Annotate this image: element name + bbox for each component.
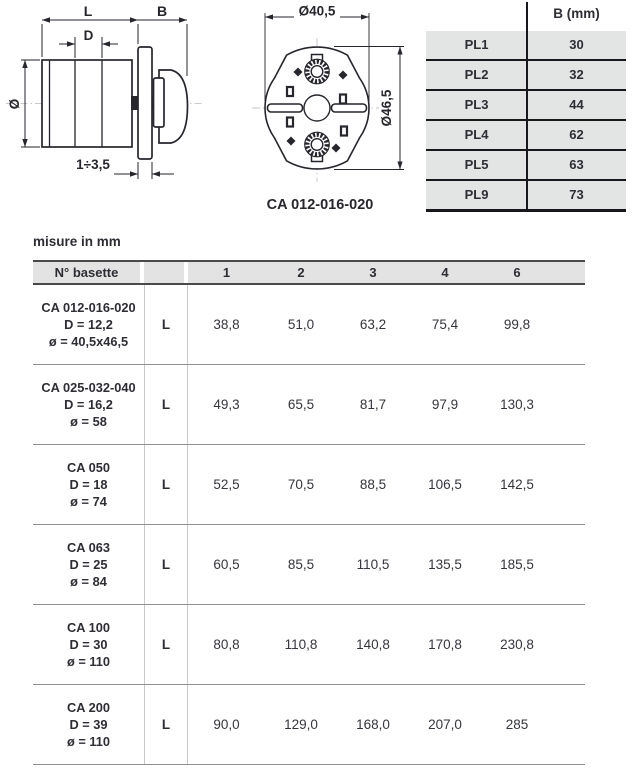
sizes-table-column-header: 6: [481, 262, 553, 283]
length-value-cell: 129,0: [284, 717, 318, 732]
row-filler: [553, 445, 585, 524]
sizes-table-column-header: 4: [409, 262, 481, 283]
row-filler: [553, 285, 585, 364]
pl-row-label: PL2: [464, 67, 489, 82]
dim-label-diameter: Ø: [7, 98, 22, 110]
dim-label-top-diameter: Ø40,5: [298, 3, 336, 19]
length-value-cell: 90,0: [213, 717, 240, 732]
front-view-drawing: [230, 0, 430, 215]
pl-row-label: PL1: [464, 37, 489, 52]
sizes-table-column-header: 1: [188, 262, 265, 283]
pl-row-label: PL4: [464, 127, 489, 142]
length-value-cell: 230,8: [500, 637, 534, 652]
model-cell-line: D = 39: [69, 717, 108, 732]
units-note: misure in mm: [33, 234, 121, 249]
model-cell-line: ø = 58: [70, 414, 107, 429]
dimension-letter-cell: L: [144, 525, 188, 604]
model-cell: [33, 285, 144, 364]
pl-table-value-header: B (mm): [553, 6, 600, 21]
front-view-caption: CA 012-016-020: [266, 197, 374, 213]
length-value-cell: 38,8: [213, 317, 240, 332]
pl-row-label: PL9: [464, 187, 489, 202]
length-value-cell: 60,5: [213, 557, 240, 572]
dimension-letter-cell: L: [144, 685, 188, 764]
sizes-table-spacer-header: [144, 262, 188, 283]
length-value-cell: 168,0: [356, 717, 390, 732]
length-value-cell: 49,3: [213, 397, 240, 412]
length-value-cell: 110,5: [356, 557, 390, 572]
sizes-table: [33, 260, 585, 765]
length-value-cell: 110,8: [284, 637, 318, 652]
sizes-table-column-header: 3: [337, 262, 409, 283]
model-cell-line: ø = 110: [66, 654, 111, 669]
mounting-flange: [138, 47, 152, 159]
pl-row-label: PL3: [464, 97, 489, 112]
length-value-cell: 207,0: [428, 717, 462, 732]
length-value-cell: 88,5: [359, 477, 387, 492]
row-filler: [553, 525, 585, 604]
pl-row-value: 44: [569, 97, 584, 112]
pl-row-label: PL5: [464, 157, 489, 172]
row-filler: [553, 685, 585, 764]
pl-row-value: 32: [569, 67, 584, 82]
dimension-letter-cell: L: [144, 365, 188, 444]
pl-row-value: 63: [569, 157, 584, 172]
sizes-table-row: [33, 605, 585, 685]
model-cell-line: CA 063: [67, 540, 110, 555]
model-cell-line: CA 025-032-040: [41, 380, 136, 395]
length-value-cell: 140,8: [356, 637, 390, 652]
pl-table-divider: [526, 2, 528, 212]
sizes-table-first-header: N° basette: [33, 262, 144, 283]
model-cell-line: ø = 74: [70, 494, 107, 509]
sizes-table-row: [33, 685, 585, 765]
dim-label-d: D: [83, 28, 94, 43]
pl-row-value: 73: [569, 187, 584, 202]
length-value-cell: 51,0: [287, 317, 315, 332]
length-value-cell: 130,3: [500, 397, 534, 412]
length-value-cell: 106,5: [428, 477, 462, 492]
length-value-cell: 99,8: [503, 317, 531, 332]
sizes-table-row: [33, 285, 585, 365]
model-cell-line: ø = 110: [66, 734, 111, 749]
model-cell-line: CA 012-016-020: [41, 300, 136, 315]
length-value-cell: 185,5: [500, 557, 534, 572]
sizes-table-row: [33, 445, 585, 525]
model-cell: [33, 525, 144, 604]
length-value-cell: 75,4: [431, 317, 459, 332]
dimension-letter-cell: L: [144, 285, 188, 364]
model-cell-line: CA 050: [67, 460, 110, 475]
side-view-drawing: [0, 0, 215, 190]
sizes-table-row: [33, 365, 585, 445]
length-value-cell: 52,5: [213, 477, 240, 492]
sizes-table-body: [33, 285, 585, 765]
dim-label-b: B: [156, 3, 168, 19]
model-cell: [33, 605, 144, 684]
dim-label-l: L: [83, 3, 93, 19]
model-cell-line: D = 16,2: [64, 397, 113, 412]
length-value-cell: 142,5: [500, 477, 534, 492]
length-value-cell: 170,8: [428, 637, 462, 652]
length-value-cell: 135,5: [428, 557, 462, 572]
length-value-cell: 63,2: [359, 317, 387, 332]
dim-label-side-diameter: Ø46,5: [379, 89, 394, 127]
sizes-table-header: [33, 260, 585, 285]
length-value-cell: 285: [505, 717, 529, 732]
model-cell-line: ø = 84: [70, 574, 107, 589]
model-cell: [33, 445, 144, 524]
length-value-cell: 65,5: [287, 397, 315, 412]
sizes-table-row: [33, 525, 585, 605]
dimension-letter-cell: L: [144, 445, 188, 524]
model-cell: [33, 685, 144, 764]
row-filler: [553, 365, 585, 444]
model-cell-line: CA 100: [67, 620, 110, 635]
row-filler: [553, 605, 585, 684]
switch-body: [42, 60, 132, 147]
model-cell: [33, 365, 144, 444]
length-value-cell: 70,5: [287, 477, 315, 492]
length-value-cell: 85,5: [287, 557, 315, 572]
model-cell-line: D = 25: [69, 557, 108, 572]
model-cell-line: D = 12,2: [64, 317, 113, 332]
length-value-cell: 80,8: [213, 637, 240, 652]
length-value-cell: 81,7: [359, 397, 387, 412]
sizes-table-header-filler: [553, 262, 585, 283]
dim-label-thickness: 1÷3,5: [76, 157, 110, 172]
pl-dimensions-table: [426, 0, 626, 215]
model-cell-line: ø = 40,5x46,5: [48, 334, 129, 349]
model-cell-line: D = 18: [69, 477, 108, 492]
pl-row-value: 30: [569, 37, 584, 52]
model-cell-line: CA 200: [67, 700, 110, 715]
pl-row-value: 62: [569, 127, 584, 142]
sizes-table-column-header: 2: [265, 262, 337, 283]
length-value-cell: 97,9: [431, 397, 459, 412]
dimension-letter-cell: L: [144, 605, 188, 684]
model-cell-line: D = 30: [69, 637, 108, 652]
